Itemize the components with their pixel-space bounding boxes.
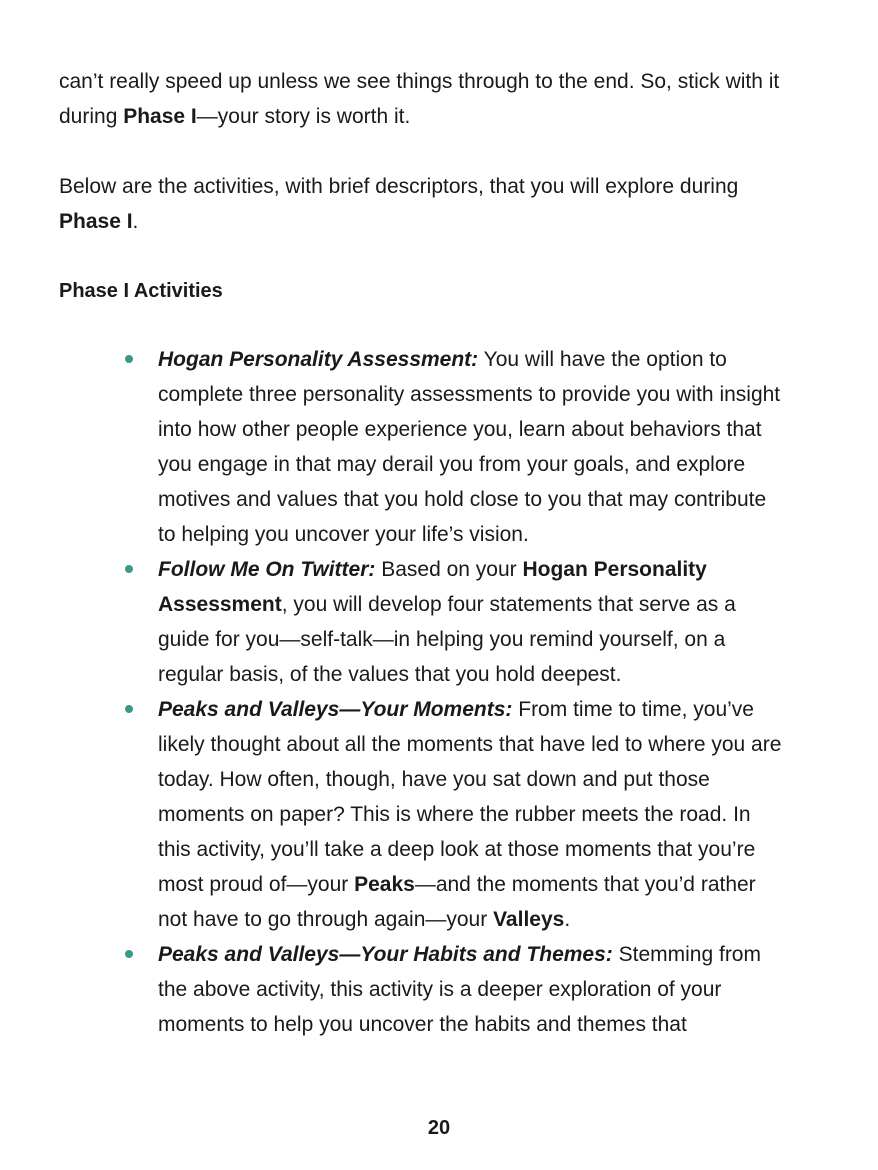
bullet-dot-icon bbox=[125, 950, 133, 958]
activity-text: . bbox=[564, 908, 571, 931]
activity-item bbox=[0, 552, 788, 692]
intro-text-after: —your story is worth it. bbox=[196, 105, 411, 128]
below-text-before: Below are the activities, with brief descriptors, that you will explore during bbox=[59, 175, 739, 198]
activity-title: Peaks and Valleys—Your Moments: bbox=[158, 698, 513, 721]
activity-item bbox=[0, 937, 788, 1042]
section-heading: Phase I Activities bbox=[59, 280, 223, 302]
activity-emphasis: Peaks bbox=[354, 873, 415, 896]
activity-title: Peaks and Valleys—Your Habits and Themes: bbox=[158, 943, 613, 966]
intro-text-before: can’t really speed up unless we see things through to the end. So, stick with it during bbox=[59, 70, 780, 128]
below-phase-label: Phase I bbox=[59, 210, 133, 233]
activity-text: —and the moments that you’d rather not have to go through again—your bbox=[158, 873, 756, 931]
activity-item bbox=[0, 342, 788, 552]
intro-phase-label: Phase I bbox=[123, 105, 197, 128]
bullet-dot-icon bbox=[125, 355, 133, 363]
activity-title: Hogan Personality Assessment: bbox=[158, 348, 479, 371]
bullet-dot-icon bbox=[125, 705, 133, 713]
activity-title: Follow Me On Twitter: bbox=[158, 558, 376, 581]
activity-emphasis: Hogan Personality Assessment bbox=[158, 558, 707, 616]
activity-description bbox=[158, 348, 780, 546]
activity-text: From time to time, you’ve likely thought about all the moments that have led to where you are today. How often, though, have you sat down and put those moments on paper? This is where the rubber meets the road. In this activity, you’ll take a deep look at those moments that you’re most proud of—your bbox=[158, 698, 782, 896]
activities-list bbox=[0, 342, 878, 1042]
activity-item bbox=[0, 692, 788, 937]
activity-emphasis: Valleys bbox=[493, 908, 565, 931]
activities-intro-paragraph bbox=[59, 169, 799, 239]
activity-description bbox=[158, 698, 781, 931]
activity-text: Stemming from the above activity, this activity is a deeper exploration of your moments to help you uncover the habits and themes that bbox=[158, 943, 761, 1036]
intro-paragraph bbox=[59, 64, 799, 134]
bullet-dot-icon bbox=[125, 565, 133, 573]
activity-text: Based on your bbox=[375, 558, 523, 581]
below-text-after: . bbox=[132, 210, 139, 233]
activity-text: You will have the option to complete three personality assessments to provide you with insight into how other people experience you, learn about behaviors that you engage in that may derail you from your goals, and explore motives and values that you hold close to you that may contribute to helping you uncover your life’s vision. bbox=[158, 348, 781, 546]
page-number: 20 bbox=[427, 1117, 451, 1139]
activity-text: , you will develop four statements that serve as a guide for you—self-talk—in helping you remind yourself, on a regular basis, of the values that you hold deepest. bbox=[158, 593, 736, 686]
